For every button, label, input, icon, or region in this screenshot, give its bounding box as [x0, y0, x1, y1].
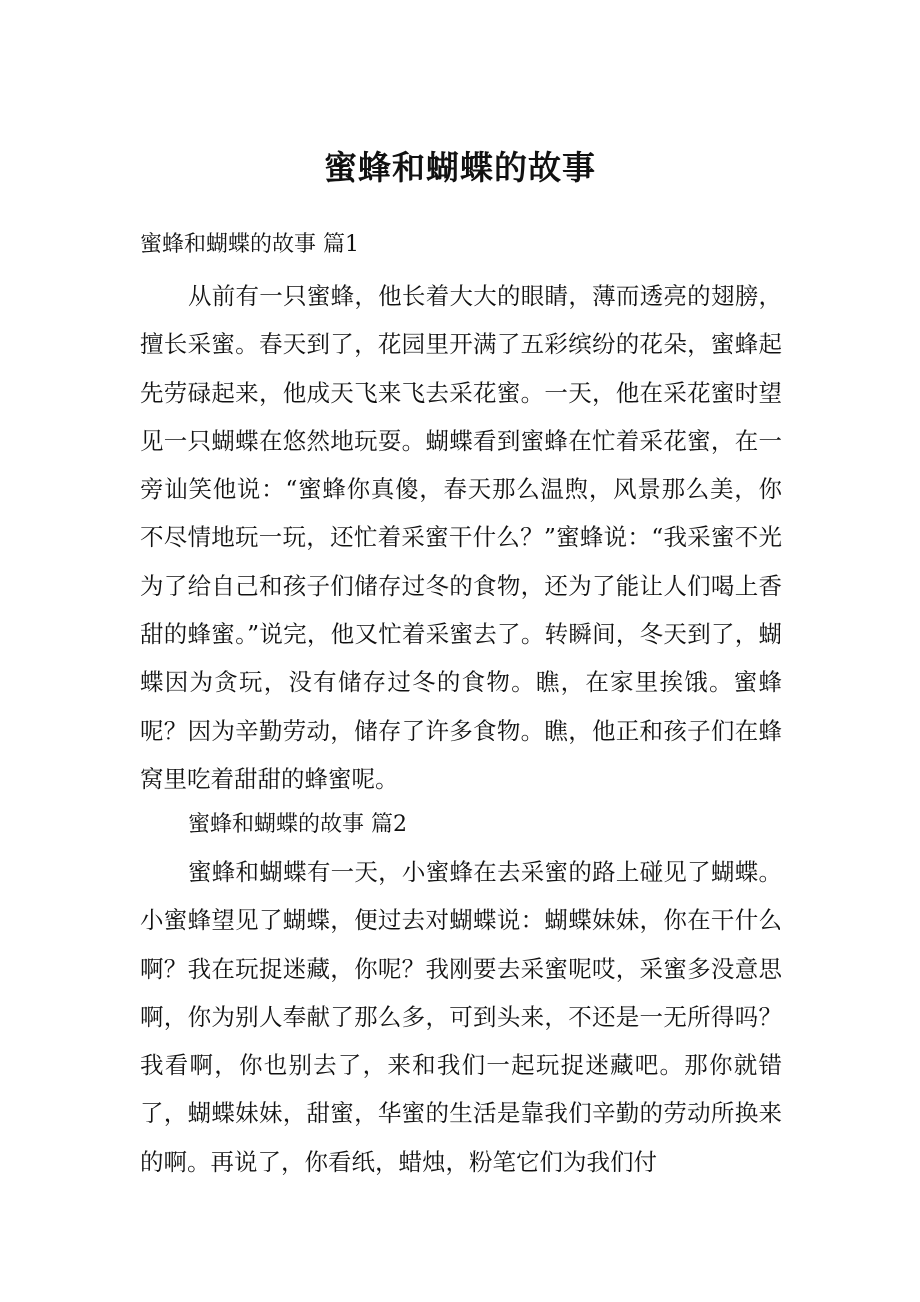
- section-2-paragraph: 蜜蜂和蝴蝶有一天，小蜜蜂在去采蜜的路上碰见了蝴蝶。小蜜蜂望见了蝴蝶，便过去对蝴蝶说：蝴蝶妹妹，你在干什么啊？我在玩捉迷藏，你呢？我刚要去采蜜呢哎，采蜜多没意思啊，你为别人奉献了那么多，可到头来，不还是一无所得吗？我看啊，你也别去了，来和我们一起玩捉迷藏吧。那你就错了，蝴蝶妹妹，甜蜜，华蜜的生活是靠我们辛勤的劳动所换来的啊。再说了，你看纸，蜡烛，粉笔它们为我们付: [140, 858, 782, 1176]
- section-1-heading: 蜜蜂和蝴蝶的故事 篇1: [140, 232, 359, 257]
- section-2-heading: 蜜蜂和蝴蝶的故事 篇2: [188, 812, 407, 837]
- document-title: 蜜蜂和蝴蝶的故事: [324, 148, 596, 187]
- section-1-paragraph: 从前有一只蜜蜂，他长着大大的眼睛，薄而透亮的翅膀，擅长采蜜。春天到了，花园里开满了五彩缤纷的花朵，蜜蜂起先劳碌起来，他成天飞来飞去采花蜜。一天，他在采花蜜时望见一只蝴蝶在悠然地玩耍。蝴蝶看到蜜蜂在忙着采花蜜，在一旁讪笑他说：“蜜蜂你真傻，春天那么温煦，风景那么美，你不尽情地玩一玩，还忙着采蜜干什么？”蜜蜂说：“我采蜜不光为了给自己和孩子们储存过冬的食物，还为了能让人们喝上香甜的蜂蜜。”说完，他又忙着采蜜去了。转瞬间，冬天到了，蝴蝶因为贪玩，没有储存过冬的食物。瞧，在家里挨饿。蜜蜂呢？因为辛勤劳动，储存了许多食物。瞧，他正和孩子们在蜂窝里吃着甜甜的蜂蜜呢。: [140, 282, 782, 793]
